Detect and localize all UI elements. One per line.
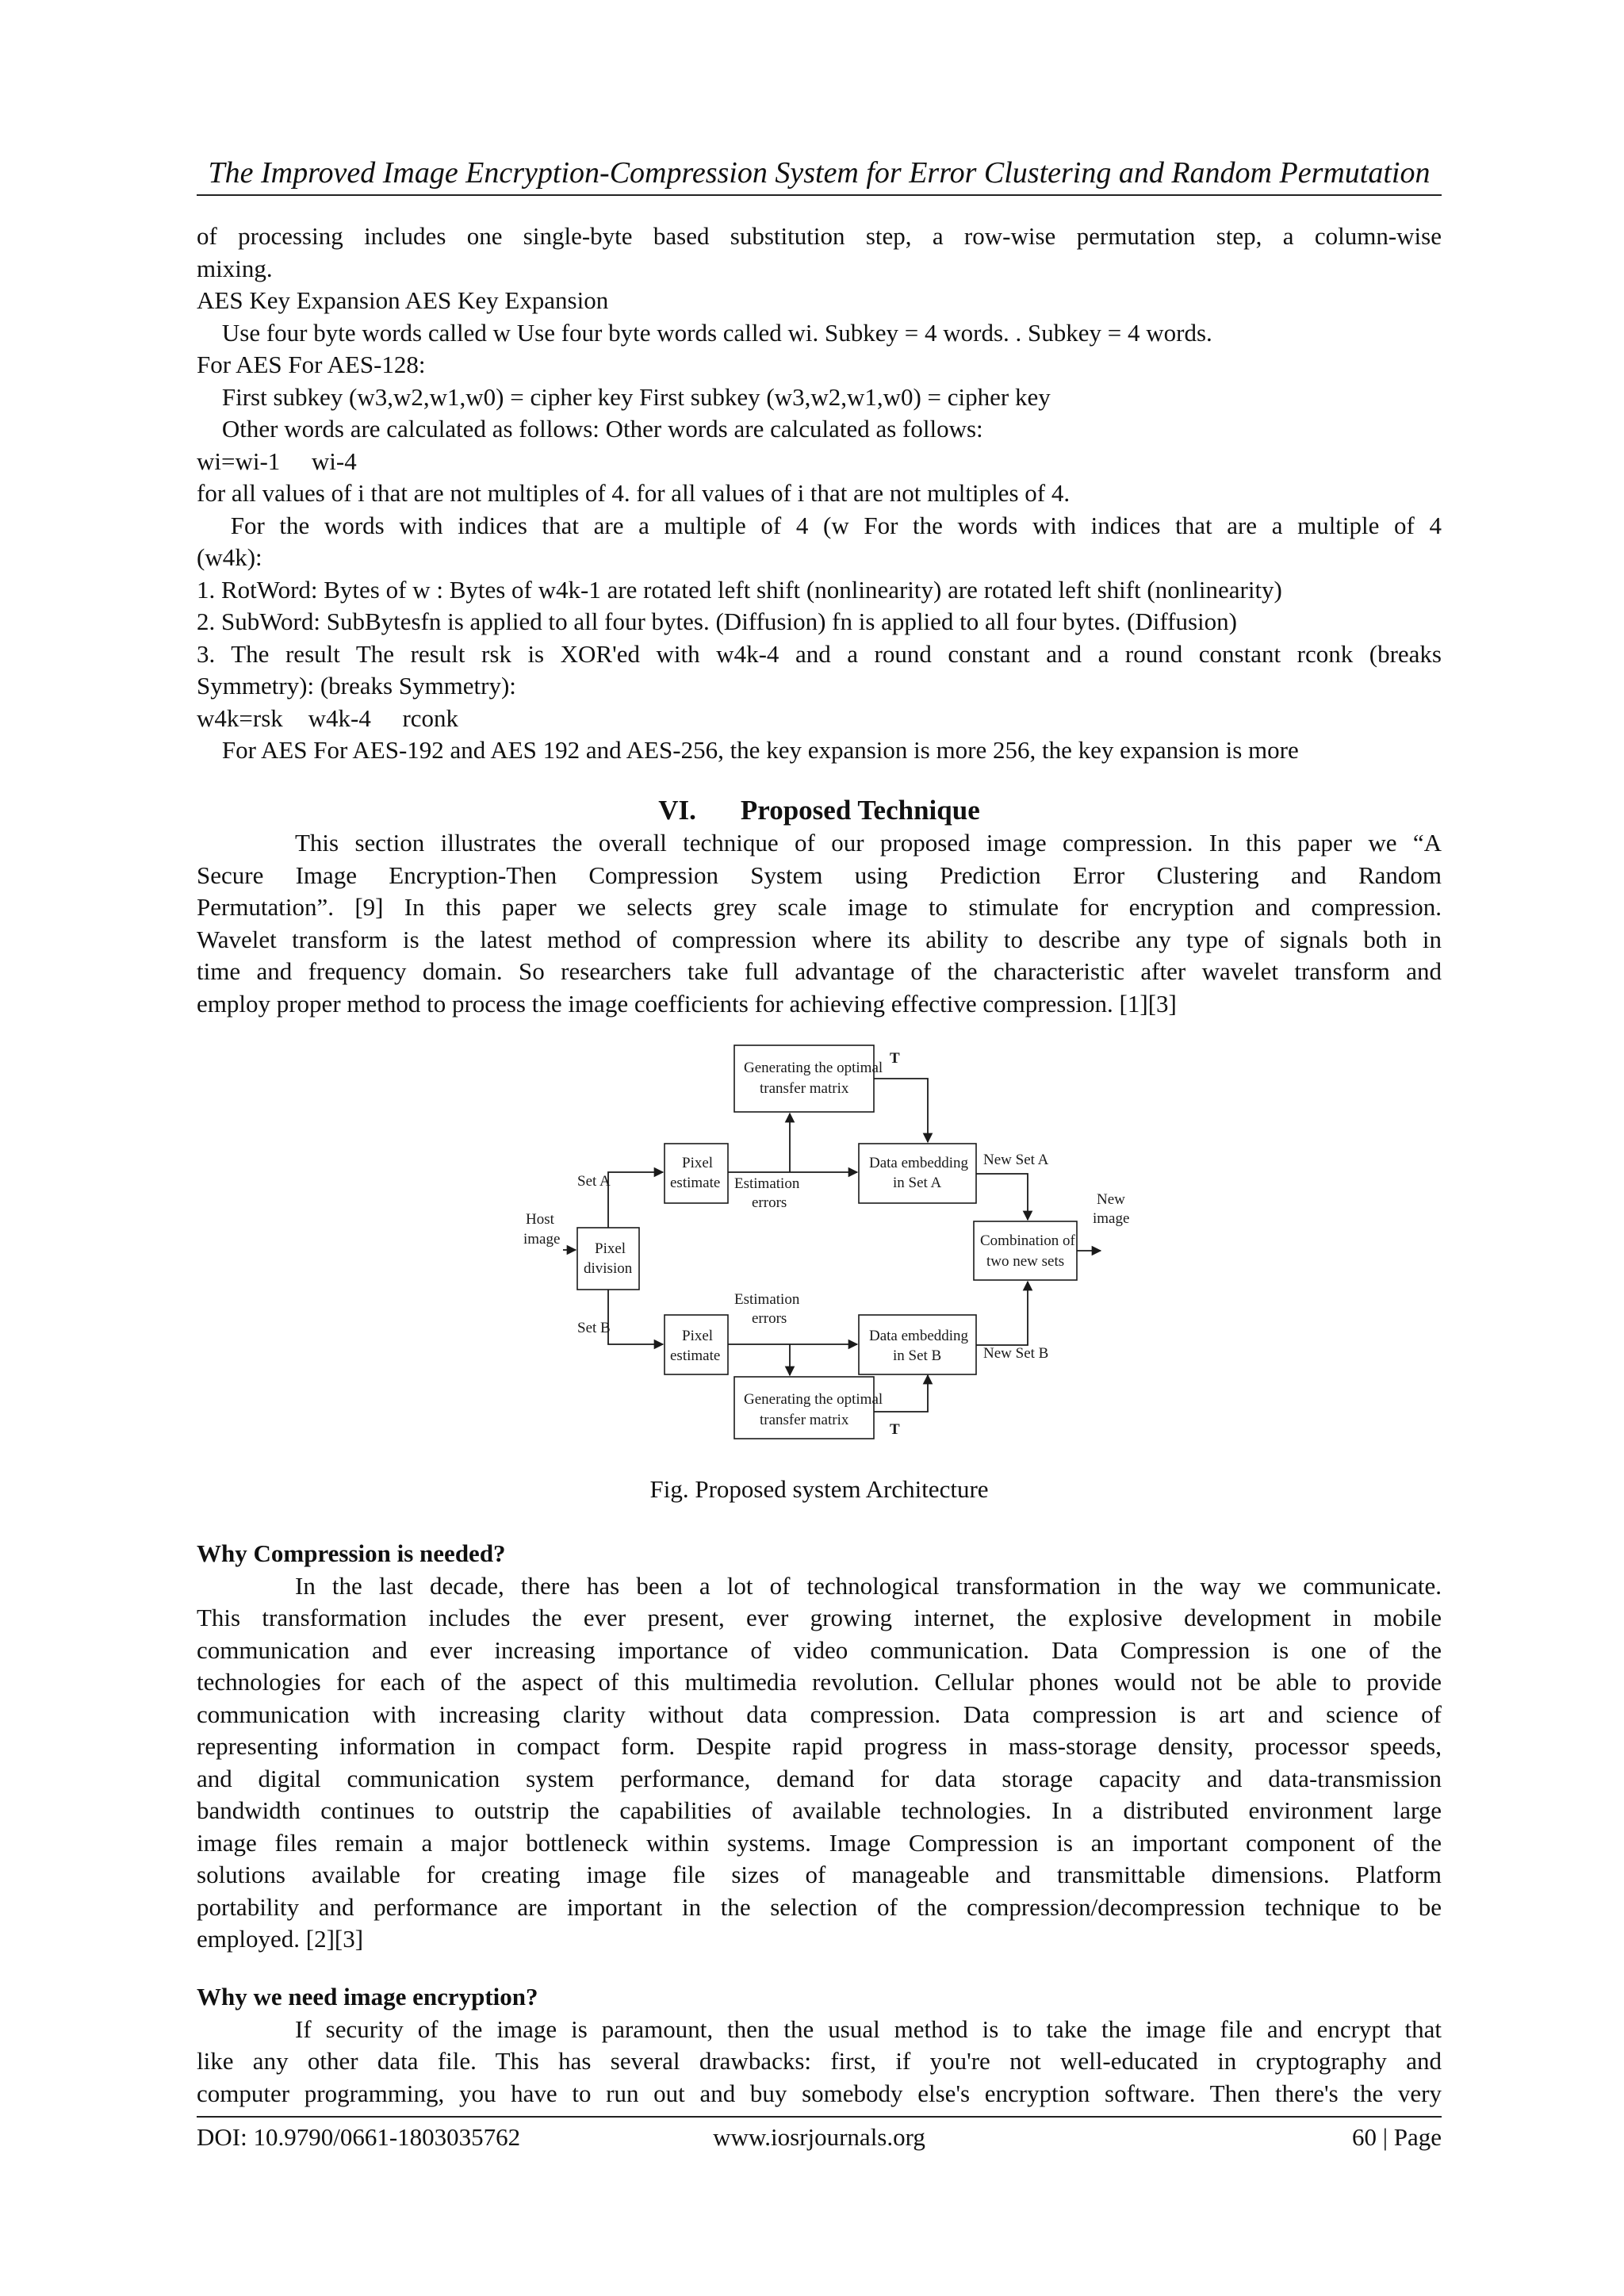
transfer-matrix-label: Generating the optimal (744, 1391, 883, 1408)
set-a-label: Set A (577, 1173, 611, 1190)
new-image-label: image (1093, 1210, 1130, 1227)
section-title: Proposed Technique (740, 795, 980, 826)
text-line: wi=wi-1 wi-4 (197, 447, 331, 475)
text-line: If security of the image is paramount, then the usual method is to take the image file and encrypt that (295, 2014, 1442, 2043)
text-line: First subkey (w3,w2,w1,w0) = cipher key First subkey (w3,w2,w1,w0) = cipher key (197, 382, 1025, 411)
text-line: For AES For AES-192 and AES 192 and AES-256, the key expansion is more 256, the key expansion is more (197, 736, 1274, 764)
section-number: VI. (658, 795, 696, 826)
footer-page-number: 60 | Page (1352, 2123, 1442, 2151)
set-b-label: Set B (577, 1320, 611, 1336)
text-line: Permutation”. [9] In this paper we selects grey scale image to stimulate for encryption and compression. (197, 893, 1442, 921)
text-line: image files remain a major bottleneck within systems. Image Compression is an important component of the (197, 1828, 1442, 1857)
text-line: mixing. (197, 254, 273, 282)
text-line: For the words with indices that are a multiple of 4 (w For the words with indices that are a multiple of 4 (197, 511, 1442, 539)
host-image-label: Host (526, 1211, 554, 1228)
text-line: w4k=rsk w4k-4 rconk (197, 703, 415, 732)
data-embedding-label: Data embedding (869, 1155, 969, 1171)
arrow (874, 1079, 928, 1142)
pixel-estimate-label: Pixel (682, 1155, 714, 1171)
text-line: portability and performance are important in the selection of the compression/decompression technique to be (197, 1892, 1442, 1921)
data-embedding-a-box (859, 1144, 976, 1203)
estimation-errors-label: Estimation (734, 1291, 800, 1308)
header-rule (197, 194, 1442, 196)
text-line: AES Key Expansion AES Key Expansion (197, 286, 609, 314)
why-compression-section (197, 1538, 1442, 1956)
transfer-matrix-label: Generating the optimal (744, 1060, 883, 1076)
text-line: representing information in compact form. Despite rapid progress in mass-storage density, processor speeds, (197, 1732, 1442, 1760)
transfer-matrix-top-box (734, 1045, 874, 1112)
text-line: like any other data file. This has several drawbacks: first, if you're not well-educated in cryptography and (197, 2047, 1442, 2075)
figure-caption: Fig. Proposed system Architecture (649, 1475, 989, 1503)
combination-label: two new sets (986, 1253, 1065, 1270)
pixel-estimate-a-box (665, 1144, 728, 1203)
text-line: (w4k): (197, 543, 262, 571)
data-embedding-label: in Set A (893, 1175, 942, 1191)
text-line: and digital communication system performance, demand for data storage capacity and data-transmission (197, 1764, 1442, 1792)
text-line: time and frequency domain. So researchers take full advantage of the characteristic after wavelet transform and (197, 957, 1442, 985)
text-line: 3. The result The result rsk is XOR'ed with w4k-4 and a round constant and a round constant rconk (breaks (197, 639, 1442, 668)
text-line: Use four byte words called w Use four byte words called wi. Subkey = 4 words. . Subkey = 4 words. (197, 318, 1187, 347)
new-image-label: New (1097, 1191, 1125, 1208)
pixel-division-label: Pixel (595, 1240, 626, 1257)
text-line: bandwidth continues to outstrip the capabilities of available technologies. In a distributed environment large (197, 1796, 1442, 1824)
text-line: Wavelet transform is the latest method of compression where its ability to describe any type of signals both in (197, 925, 1442, 953)
estimation-errors-label: Estimation (734, 1175, 800, 1192)
text-line: communication with increasing clarity without data compression. Data compression is art and science of (197, 1700, 1442, 1728)
system-architecture-figure (514, 1031, 1140, 1459)
t-label: T (890, 1050, 900, 1067)
estimation-errors-label: errors (752, 1310, 787, 1327)
estimation-errors-label: errors (752, 1194, 787, 1211)
text-line: solutions available for creating image file sizes of manageable and transmittable dimensions. Platform (197, 1861, 1442, 1888)
pixel-estimate-b-box (665, 1315, 728, 1374)
text-line: 1. RotWord: Bytes of w : Bytes of w4k-1 are rotated left shift (nonlinearity) are rotated left shift (nonlinearity) (197, 575, 1282, 604)
transfer-matrix-label: transfer matrix (760, 1412, 849, 1428)
new-set-a-label: New Set A (983, 1152, 1049, 1168)
pixel-division-label: division (584, 1260, 633, 1277)
text-line: for all values of i that are not multiples of 4. for all values of i that are not multiples of 4. (197, 479, 1071, 507)
architecture-diagram (514, 1031, 1140, 1459)
text-line: This section illustrates the overall technique of our proposed image compression. In this paper we “A (295, 829, 1442, 857)
text-line: technologies for each of the aspect of this multimedia revolution. Cellular phones would not be able to provide (197, 1668, 1442, 1696)
combination-label: Combination of (980, 1232, 1075, 1249)
aes-key-expansion-text (197, 220, 1442, 767)
proposed-technique-paragraph (197, 827, 1442, 1020)
text-line: computer programming, you have to run out and buy somebody else's encryption software. Then there's the very (197, 2079, 1442, 2107)
subheading: Why Compression is needed? (197, 1539, 506, 1567)
text-line: Other words are calculated as follows: Other words are calculated as follows: (197, 415, 958, 443)
arrow (976, 1174, 1028, 1220)
text-line: of processing includes one single-byte based substitution step, a row-wise permutation step, a column-wise (197, 222, 1442, 250)
new-set-b-label: New Set B (983, 1345, 1049, 1362)
text-line: 2. SubWord: SubBytesfn is applied to all four bytes. (Diffusion) fn is applied to all four bytes. (Diffusion) (197, 608, 1237, 635)
text-line: For AES For AES-128: (197, 351, 426, 378)
arrow (608, 1172, 663, 1228)
text-line: employ proper method to process the image coefficients for achieving effective compression. [1][3] (197, 989, 1177, 1018)
text-line: employed. [2][3] (197, 1925, 364, 1953)
transfer-matrix-label: transfer matrix (760, 1080, 849, 1097)
running-header: The Improved Image Encryption-Compression System for Error Clustering and Random Permutation (208, 156, 1431, 190)
text-line: This transformation includes the ever present, ever growing internet, the explosive development in mobile (197, 1604, 1442, 1631)
text-line: Secure Image Encryption-Then Compression System using Prediction Error Clustering and Random (197, 861, 1442, 889)
host-image-label: image (523, 1231, 561, 1248)
pixel-division-box (577, 1228, 639, 1290)
pixel-estimate-label: estimate (670, 1347, 721, 1364)
footer-doi: DOI: 10.9790/0661-1803035762 (197, 2123, 521, 2151)
pixel-estimate-label: Pixel (682, 1328, 714, 1344)
data-embedding-label: Data embedding (869, 1328, 969, 1344)
footer-website: www.iosrjournals.org (713, 2123, 925, 2151)
subheading: Why we need image encryption? (197, 1983, 538, 2010)
arrow (976, 1282, 1028, 1345)
text-line: communication and ever increasing importance of video communication. Data Compression is one of the (197, 1635, 1442, 1664)
text-line: Symmetry): (breaks Symmetry): (197, 672, 516, 700)
data-embedding-label: in Set B (893, 1347, 942, 1364)
why-encryption-section (197, 1981, 1442, 2110)
arrow (608, 1290, 663, 1344)
t-label: T (890, 1421, 900, 1438)
text-line: In the last decade, there has been a lot of technological transformation in the way we communicate. (295, 1571, 1442, 1600)
data-embedding-b-box (859, 1315, 976, 1374)
combination-box (974, 1221, 1077, 1280)
pixel-estimate-label: estimate (670, 1175, 721, 1191)
footer-rule (197, 2116, 1442, 2118)
transfer-matrix-bottom-box (734, 1377, 874, 1439)
section-heading (197, 793, 1442, 828)
